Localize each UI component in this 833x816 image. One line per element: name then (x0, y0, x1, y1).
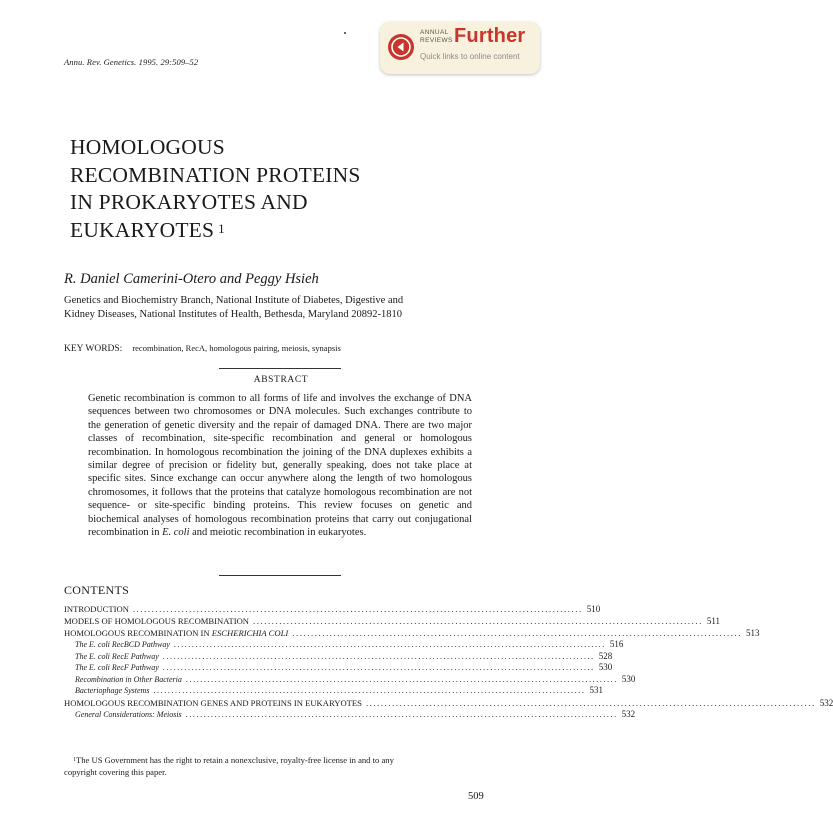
abstract-body: Genetic recombination is common to all forms of life and involves the exchange of DNA sequences between two chromosomes or DNA molecules. Such exchanges contribute to the generation of genetic diversity and the repair of damaged DNA. There are two major classes of recombination, site-specific recombination and general or homologous recombination. In homologous recombination the joining of the DNA duplexes exhibits a similar degree of precision or fidelity but, generally speaking, does not take place at specific sites. Since exchange can occur anywhere along the length of two homologous chromosomes, it follows that the proteins that catalyze homologous recombination are not sequence- or site-specific binding proteins. This review focuses on genetic and biochemical analyses of homologous recombination proteins that carry out conjugational recombination in E. coli and meiotic recombination in eukaryotes. (88, 393, 472, 539)
toc-entry[interactable]: Recombination in Other Bacteria ........................................................................................................................ 530 (75, 673, 636, 684)
article-title (70, 134, 360, 244)
badge-publisher: ANNUAL REVIEWS (420, 29, 453, 44)
journal-citation: Annu. Rev. Genetics. 1995. 29:509–52 (64, 57, 199, 67)
keywords-value: recombination, RecA, homologous pairing, meiosis, synapsis (132, 343, 341, 353)
toc-entry[interactable]: INTRODUCTION ........................................................................................................................ 510 (64, 604, 601, 614)
footnote-mark: 1 (73, 757, 76, 763)
toc-entry[interactable]: The E. coli RecE Pathway ........................................................................................................................ 528 (75, 650, 613, 661)
badge-subtitle: Quick links to online content (420, 52, 520, 61)
contents-heading: CONTENTS (64, 583, 130, 597)
footnote: $^1$The US Government has the right to retain a nonexclusive, royalty-free license in and to any copyright covering this paper. (64, 755, 394, 777)
title-footnote-mark[interactable]: 1 (218, 220, 225, 236)
divider (219, 575, 341, 576)
toc-entry[interactable]: General Considerations: Meiosis ........................................................................................................................ 532 (75, 708, 636, 719)
toc-entry[interactable]: MODELS OF HOMOLOGOUS RECOMBINATION ........................................................................................................................ 511 (64, 616, 720, 626)
title-line: HOMOLOGOUS (70, 135, 225, 159)
keywords-label: KEY WORDS: (64, 344, 123, 354)
page-number: 509 (468, 791, 484, 802)
toc-entry[interactable]: Bacteriophage Systems ........................................................................................................................ 531 (75, 685, 603, 695)
toc-entry[interactable]: The E. coli RecF Pathway ........................................................................................................................ 530 (75, 662, 613, 672)
annual-reviews-further-badge[interactable] (380, 22, 540, 74)
toc-entry[interactable]: The E. coli RecBCD Pathway ........................................................................................................................ 516 (75, 639, 624, 649)
play-arrow-icon (388, 34, 414, 60)
toc-entry[interactable]: HOMOLOGOUS RECOMBINATION IN ESCHERICHIA COLI ........................................................................................................................ 513 (64, 628, 760, 638)
title-line: IN PROKARYOTES AND (70, 190, 308, 214)
badge-brand: Further (454, 25, 526, 47)
title-line: EUKARYOTES $^1$ (70, 217, 225, 242)
abstract-heading: ABSTRACT (253, 375, 309, 385)
toc-entry[interactable]: HOMOLOGOUS RECOMBINATION GENES AND PROTEINS IN EUKARYOTES ........................................................................................................................ 532 (64, 697, 833, 708)
title-line: RECOMBINATION PROTEINS (70, 162, 361, 187)
table-of-contents (64, 603, 833, 720)
divider (219, 368, 341, 369)
speck (344, 32, 346, 34)
authors: R. Daniel Camerini-Otero and Peggy Hsieh (64, 271, 319, 287)
affiliation: Genetics and Biochemistry Branch, National Institute of Diabetes, Digestive and Kidney Diseases, National Institutes of Health, Bethesda, Maryland 20892-1810 (64, 295, 404, 320)
keywords (64, 343, 341, 354)
